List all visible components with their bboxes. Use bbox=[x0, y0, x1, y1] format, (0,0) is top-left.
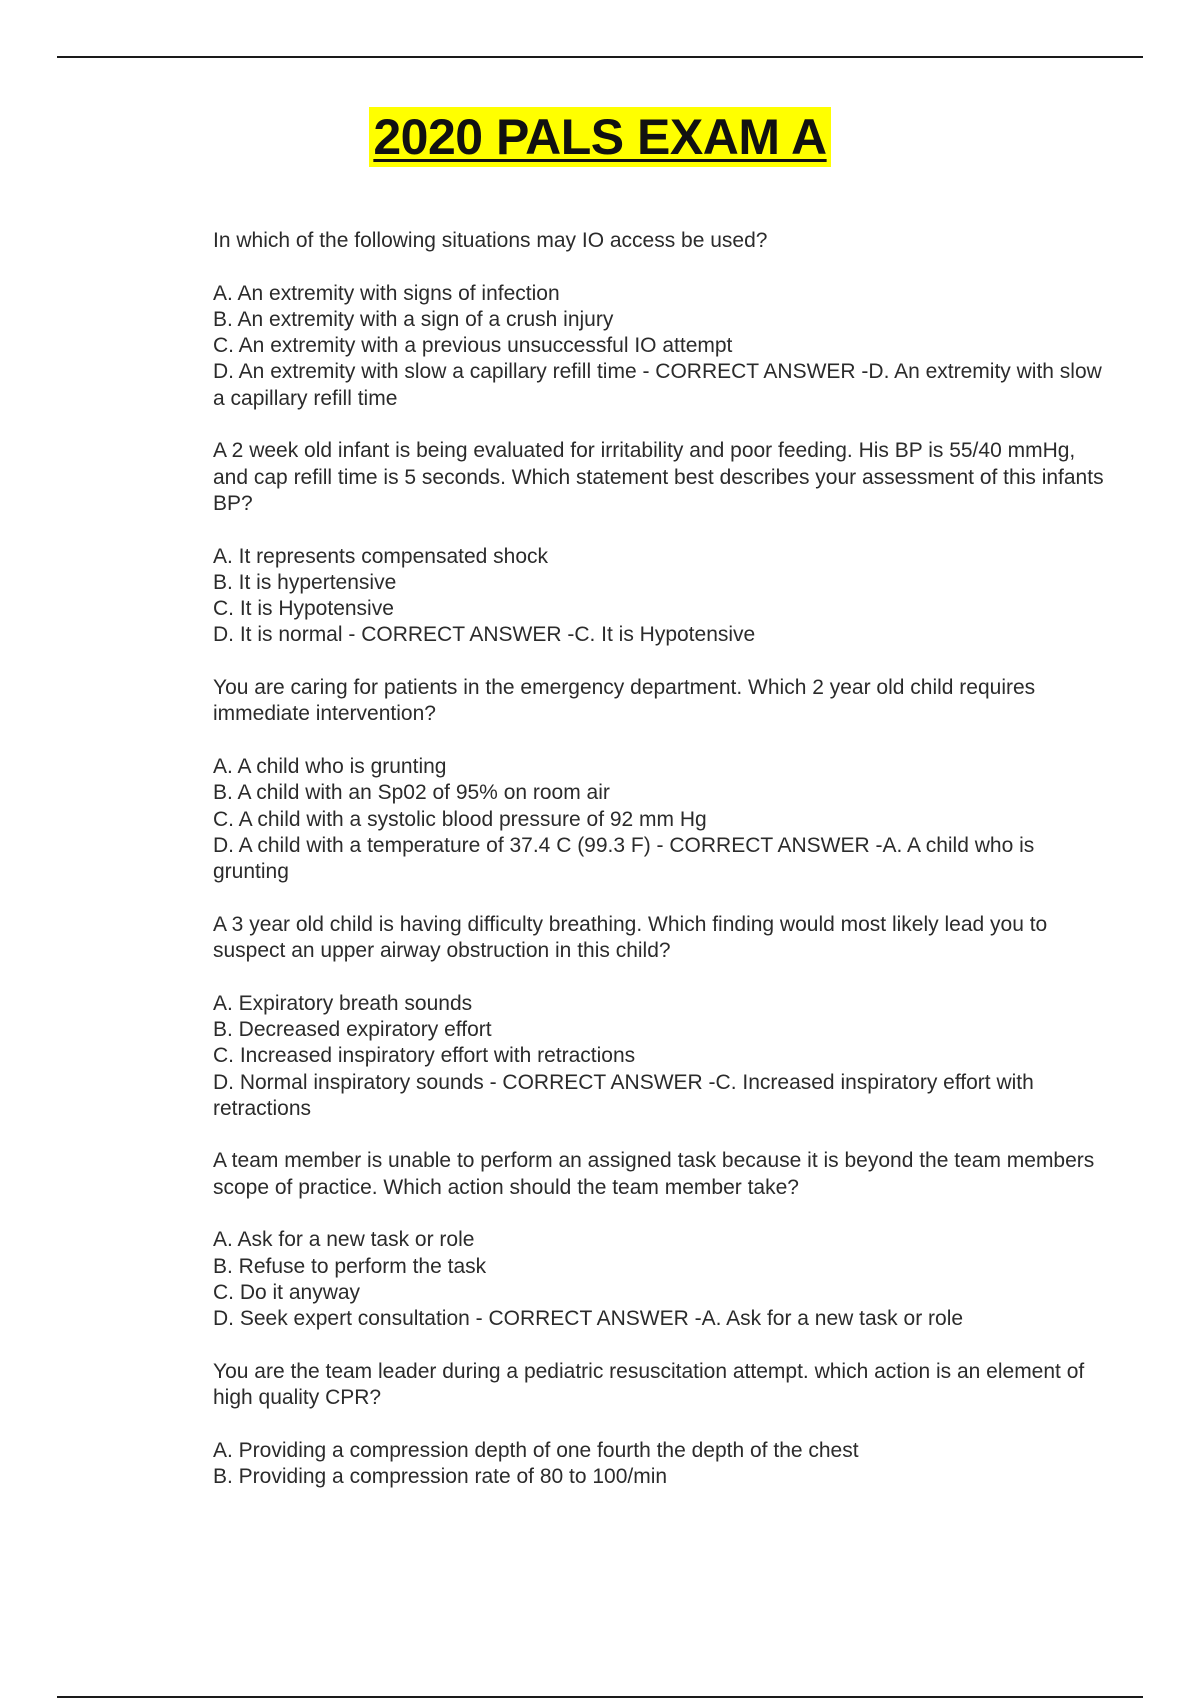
option-d-answer: D. Normal inspiratory sounds - CORRECT ANSWER -C. Increased inspiratory effort with retractions bbox=[213, 1070, 1034, 1120]
option-a: A. A child who is grunting bbox=[213, 754, 447, 778]
option-d-answer: D. An extremity with slow a capillary refill time - CORRECT ANSWER -D. An extremity with slow a capillary refill time bbox=[213, 360, 1102, 410]
option-c: C. A child with a systolic blood pressure of 92 mm Hg bbox=[213, 807, 707, 831]
question-text: You are the team leader during a pediatric resuscitation attempt. which action is an element of high quality CPR? bbox=[213, 1359, 1085, 1410]
question-text: A 2 week old infant is being evaluated for irritability and poor feeding. His BP is 55/40 mmHg, and cap refill time is 5 seconds. Which statement best describes your assessment of this infants BP? bbox=[213, 439, 1104, 515]
question-text: You are caring for patients in the emergency department. Which 2 year old child requires immediate intervention? bbox=[213, 676, 1036, 726]
question-3 bbox=[213, 675, 1108, 728]
question-list bbox=[213, 228, 1108, 1517]
option-b: B. An extremity with a sign of a crush injury bbox=[213, 307, 614, 331]
option-c: C. Do it anyway bbox=[213, 1280, 361, 1304]
option-a: A. Providing a compression depth of one fourth the depth of the chest bbox=[213, 1438, 859, 1462]
question-text: A team member is unable to perform an assigned task because it is beyond the team members scope of practice. Which action should the team member take? bbox=[213, 1149, 1095, 1199]
bottom-rule bbox=[57, 1696, 1143, 1698]
option-a: A. Expiratory breath sounds bbox=[213, 991, 473, 1015]
option-b: B. It is hypertensive bbox=[213, 570, 397, 594]
option-b: B. Providing a compression rate of 80 to 100/min bbox=[213, 1464, 668, 1488]
option-c: C. Increased inspiratory effort with retractions bbox=[213, 1044, 636, 1068]
options-6 bbox=[213, 1438, 1108, 1491]
option-a: A. Ask for a new task or role bbox=[213, 1228, 475, 1252]
question-6 bbox=[213, 1359, 1108, 1412]
question-text: In which of the following situations may IO access be used? bbox=[213, 229, 768, 252]
option-a: A. It represents compensated shock bbox=[213, 544, 549, 568]
title-container bbox=[0, 107, 1200, 167]
options-2 bbox=[213, 544, 1108, 649]
options-1 bbox=[213, 281, 1108, 412]
question-2 bbox=[213, 438, 1108, 517]
option-b: B. Refuse to perform the task bbox=[213, 1254, 487, 1278]
question-5 bbox=[213, 1148, 1108, 1201]
question-text: A 3 year old child is having difficulty breathing. Which finding would most likely lead you to suspect an upper airway obstruction in this child? bbox=[213, 912, 1048, 963]
option-d-answer: D. A child with a temperature of 37.4 C (99.3 F) - CORRECT ANSWER -A. A child who is grunting bbox=[213, 833, 1035, 884]
option-d-answer: D. Seek expert consultation - CORRECT ANSWER -A. Ask for a new task or role bbox=[213, 1307, 964, 1331]
option-c: C. An extremity with a previous unsuccessful IO attempt bbox=[213, 334, 733, 358]
options-3 bbox=[213, 754, 1108, 885]
page-title: 2020 PALS EXAM A bbox=[369, 107, 830, 167]
question-4 bbox=[213, 912, 1108, 965]
question-1 bbox=[213, 228, 1108, 254]
option-d-answer: D. It is normal - CORRECT ANSWER -C. It is Hypotensive bbox=[213, 623, 756, 647]
option-a: A. An extremity with signs of infection bbox=[213, 281, 560, 305]
options-5 bbox=[213, 1227, 1108, 1332]
option-b: B. A child with an Sp02 of 95% on room air bbox=[213, 781, 610, 805]
option-c: C. It is Hypotensive bbox=[213, 597, 394, 621]
options-4 bbox=[213, 991, 1108, 1122]
top-rule bbox=[57, 56, 1143, 58]
option-b: B. Decreased expiratory effort bbox=[213, 1017, 492, 1041]
